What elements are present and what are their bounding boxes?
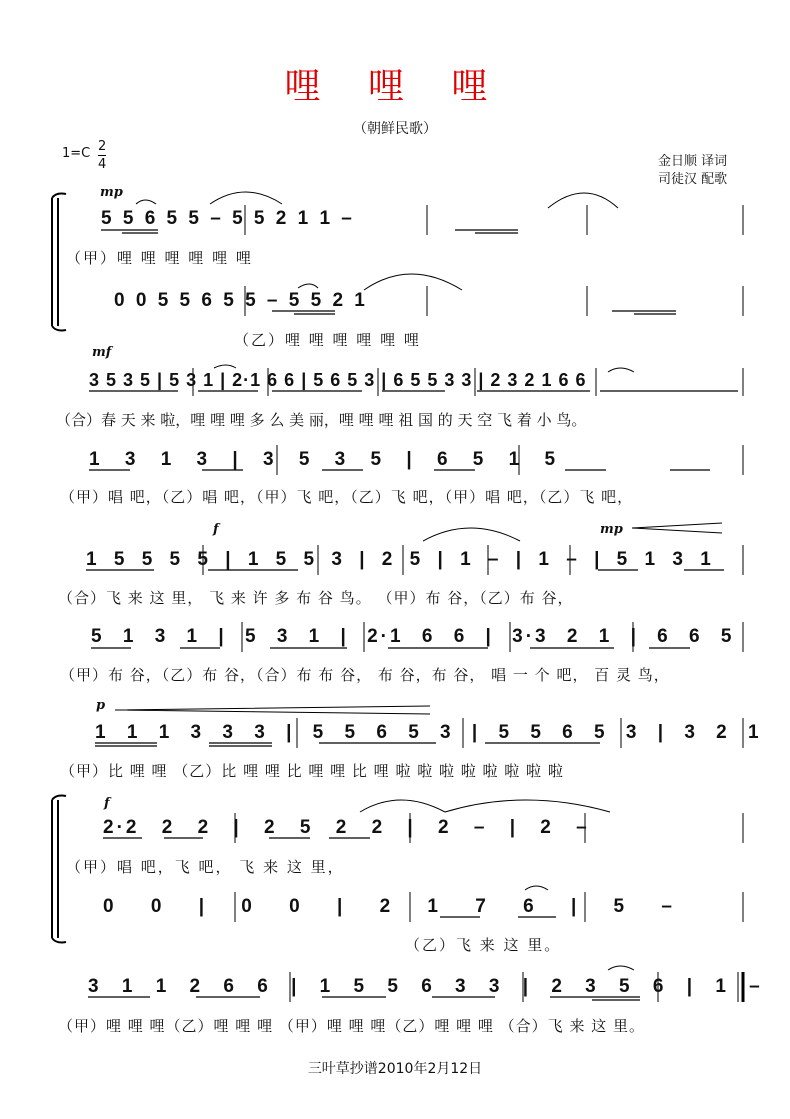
key-signature: 1=C bbox=[62, 146, 91, 161]
lyric-line: （乙）飞 来 这 里。 bbox=[405, 936, 562, 954]
lyric-line: （合）飞 来 这 里， 飞 来 许 多 布 谷 鸟。 （甲）布 谷，（乙）布 谷， bbox=[58, 589, 574, 607]
song-title: 哩 哩 哩 bbox=[284, 66, 506, 107]
lyric-line: （甲）哩 哩 哩 哩 哩 哩 bbox=[66, 249, 253, 267]
credit-lyricist: 金日顺 译词 bbox=[658, 154, 728, 169]
song-subtitle: （朝鲜民歌） bbox=[353, 121, 437, 137]
meter-top: 2 bbox=[98, 139, 107, 154]
lyric-line: （甲）比 哩 哩 （乙）比 哩 哩 比 哩 哩 比 哩 啦 啦 啦 啦 啦 啦 啦 啦 bbox=[60, 762, 564, 780]
notation-line: 1 5 5 5 5 | 1 5 5 3 | 2 5 | 1 – | 1 – | 5 1 3 1 bbox=[86, 549, 714, 570]
notation-line: 0 0 5 5 6 5 5 – 5 5 2 1 bbox=[114, 290, 368, 311]
meter-bottom: 4 bbox=[98, 157, 107, 172]
notation-line: 2·2 2 2 | 2 5 2 2 | 2 – | 2 – bbox=[103, 817, 590, 838]
notation-line: 1 3 1 3 | 3 5 3 5 | 6 5 1 5 bbox=[89, 449, 559, 470]
dynamic-mark: mp bbox=[100, 185, 123, 200]
lyric-line: （合）春 天 来 啦，哩 哩 哩 多 么 美 丽，哩 哩 哩 祖 国 的 天 空 飞 着 小 鸟。 bbox=[56, 411, 587, 429]
dynamic-mark: f bbox=[213, 522, 219, 537]
lyric-line: （甲）唱 吧，飞 吧， 飞 来 这 里， bbox=[66, 858, 345, 876]
notation-line: 5 1 3 1 | 5 3 1 | 2·1 6 6 | 3·3 2 1 | 6 6 5 bbox=[91, 626, 735, 647]
notation-line: 0 0 | 0 0 | 2 1 7 6 | 5 – bbox=[103, 896, 675, 917]
lyric-line: （甲）哩 哩 哩（乙）哩 哩 哩 （甲）哩 哩 哩（乙）哩 哩 哩 （合）飞 来 这 里。 bbox=[58, 1017, 645, 1035]
lyric-line: （乙）哩 哩 哩 哩 哩 哩 bbox=[234, 331, 421, 349]
notation-line: 3 5 3 5 | 5 3 1 | 2·1 6 6 | 5 6 5 3 | 6 5 5 3 3 | 2 3 2 1 6 6 bbox=[89, 370, 587, 390]
credit-arranger: 司徒汉 配歌 bbox=[658, 172, 728, 187]
lyric-line: （甲）布 谷，（乙）布 谷，（合）布 布 谷， 布 谷，布 谷， 唱 一 个 吧， 百 灵 鸟， bbox=[60, 666, 670, 684]
dynamic-mark: f bbox=[104, 796, 110, 811]
notation-line: 3 1 1 2 6 6 | 1 5 5 6 3 3 | 2 3 5 6 | 1 – bbox=[88, 976, 763, 997]
dynamic-mark: p bbox=[96, 698, 106, 713]
notation-line: 1 1 1 3 3 3 | 5 5 6 5 3 | 5 5 6 5 3 | 3 2 1 bbox=[95, 722, 762, 743]
time-signature bbox=[98, 138, 106, 173]
dynamic-mark: mf bbox=[92, 345, 112, 360]
notation-line: 5 5 6 5 5 – 5 5 2 1 1 – bbox=[101, 208, 355, 229]
transcriber-footer: 三叶草抄谱2010年2月12日 bbox=[307, 1061, 483, 1077]
dynamic-mark: mp bbox=[600, 522, 623, 537]
lyric-line: （甲）唱 吧，（乙）唱 吧，（甲）飞 吧，（乙）飞 吧，（甲）唱 吧，（乙）飞 吧， bbox=[60, 488, 634, 506]
